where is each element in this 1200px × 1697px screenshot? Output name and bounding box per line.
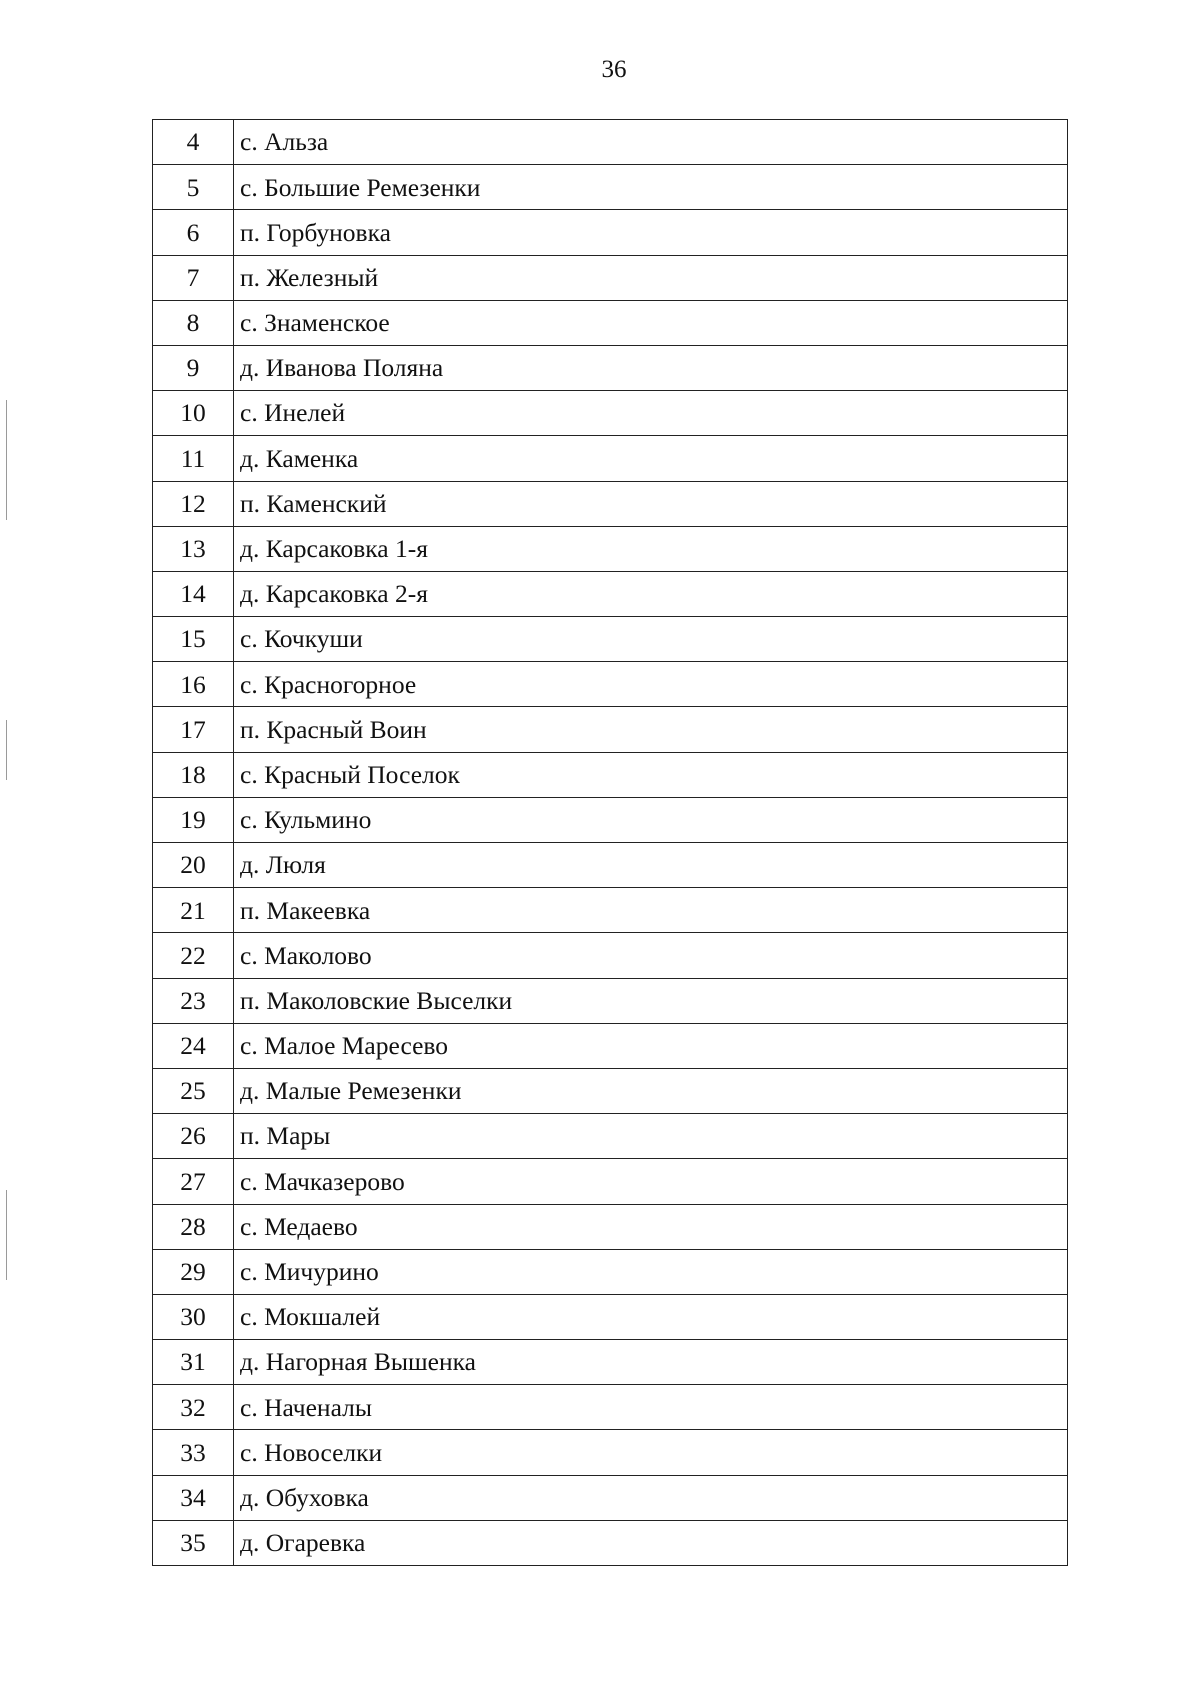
table-row xyxy=(153,978,1068,1023)
table-row xyxy=(153,662,1068,707)
settlement-name: д. Карсаковка 2-я xyxy=(234,571,1068,616)
settlements-table xyxy=(152,119,1068,1566)
settlement-name: д. Огаревка xyxy=(234,1520,1068,1565)
row-number: 14 xyxy=(153,571,234,616)
settlement-name: с. Кульмино xyxy=(234,797,1068,842)
table-row xyxy=(153,797,1068,842)
row-number: 6 xyxy=(153,210,234,255)
table-body xyxy=(153,120,1068,1566)
settlement-name: п. Маколовские Выселки xyxy=(234,978,1068,1023)
row-number: 10 xyxy=(153,391,234,436)
table-row xyxy=(153,1068,1068,1113)
settlement-name: д. Нагорная Вышенка xyxy=(234,1340,1068,1385)
settlement-name: с. Мичурино xyxy=(234,1249,1068,1294)
settlements-table-container xyxy=(152,119,1068,1566)
settlement-name: п. Макеевка xyxy=(234,888,1068,933)
row-number: 21 xyxy=(153,888,234,933)
row-number: 19 xyxy=(153,797,234,842)
row-number: 32 xyxy=(153,1385,234,1430)
settlement-name: п. Железный xyxy=(234,255,1068,300)
table-row xyxy=(153,1340,1068,1385)
settlement-name: с. Маколово xyxy=(234,933,1068,978)
settlement-name: с. Инелей xyxy=(234,391,1068,436)
settlement-name: с. Мачказерово xyxy=(234,1159,1068,1204)
row-number: 4 xyxy=(153,120,234,165)
row-number: 31 xyxy=(153,1340,234,1385)
row-number: 24 xyxy=(153,1023,234,1068)
settlement-name: с. Большие Ремезенки xyxy=(234,165,1068,210)
table-row xyxy=(153,165,1068,210)
row-number: 18 xyxy=(153,752,234,797)
table-row xyxy=(153,1249,1068,1294)
settlement-name: с. Красный Поселок xyxy=(234,752,1068,797)
row-number: 15 xyxy=(153,617,234,662)
table-row xyxy=(153,1520,1068,1565)
row-number: 8 xyxy=(153,300,234,345)
settlement-name: п. Каменский xyxy=(234,481,1068,526)
row-number: 12 xyxy=(153,481,234,526)
row-number: 35 xyxy=(153,1520,234,1565)
row-number: 22 xyxy=(153,933,234,978)
settlement-name: п. Мары xyxy=(234,1114,1068,1159)
settlement-name: п. Красный Воин xyxy=(234,707,1068,752)
row-number: 11 xyxy=(153,436,234,481)
table-row xyxy=(153,345,1068,390)
row-number: 34 xyxy=(153,1475,234,1520)
table-row xyxy=(153,933,1068,978)
scan-edge-mark xyxy=(6,720,7,780)
table-row xyxy=(153,571,1068,616)
table-row xyxy=(153,255,1068,300)
settlement-name: д. Иванова Поляна xyxy=(234,345,1068,390)
settlement-name: с. Кочкуши xyxy=(234,617,1068,662)
page-number: 36 xyxy=(601,56,627,83)
row-number: 33 xyxy=(153,1430,234,1475)
row-number: 25 xyxy=(153,1068,234,1113)
row-number: 13 xyxy=(153,526,234,571)
row-number: 23 xyxy=(153,978,234,1023)
table-row xyxy=(153,120,1068,165)
table-row xyxy=(153,843,1068,888)
row-number: 30 xyxy=(153,1294,234,1339)
table-row xyxy=(153,1159,1068,1204)
settlement-name: п. Горбуновка xyxy=(234,210,1068,255)
table-row xyxy=(153,300,1068,345)
scan-edge-mark xyxy=(6,400,7,520)
settlement-name: д. Карсаковка 1-я xyxy=(234,526,1068,571)
scan-edge-mark xyxy=(6,1190,7,1280)
table-row xyxy=(153,707,1068,752)
settlement-name: с. Малое Маресево xyxy=(234,1023,1068,1068)
table-row xyxy=(153,617,1068,662)
settlement-name: д. Обуховка xyxy=(234,1475,1068,1520)
settlement-name: д. Малые Ремезенки xyxy=(234,1068,1068,1113)
row-number: 17 xyxy=(153,707,234,752)
settlement-name: с. Альза xyxy=(234,120,1068,165)
table-row xyxy=(153,1294,1068,1339)
table-row xyxy=(153,526,1068,571)
table-row xyxy=(153,752,1068,797)
settlement-name: д. Каменка xyxy=(234,436,1068,481)
row-number: 20 xyxy=(153,843,234,888)
settlement-name: с. Мокшалей xyxy=(234,1294,1068,1339)
table-row xyxy=(153,391,1068,436)
row-number: 28 xyxy=(153,1204,234,1249)
table-row xyxy=(153,1385,1068,1430)
table-row xyxy=(153,436,1068,481)
settlement-name: д. Люля xyxy=(234,843,1068,888)
table-row xyxy=(153,210,1068,255)
table-row xyxy=(153,1114,1068,1159)
settlement-name: с. Новоселки xyxy=(234,1430,1068,1475)
table-row xyxy=(153,1475,1068,1520)
settlement-name: с. Красногорное xyxy=(234,662,1068,707)
settlement-name: с. Медаево xyxy=(234,1204,1068,1249)
settlement-name: с. Наченалы xyxy=(234,1385,1068,1430)
table-row xyxy=(153,1204,1068,1249)
row-number: 5 xyxy=(153,165,234,210)
table-row xyxy=(153,1023,1068,1068)
row-number: 9 xyxy=(153,345,234,390)
row-number: 26 xyxy=(153,1114,234,1159)
table-row xyxy=(153,888,1068,933)
row-number: 7 xyxy=(153,255,234,300)
row-number: 16 xyxy=(153,662,234,707)
row-number: 27 xyxy=(153,1159,234,1204)
settlement-name: с. Знаменское xyxy=(234,300,1068,345)
table-row xyxy=(153,481,1068,526)
table-row xyxy=(153,1430,1068,1475)
row-number: 29 xyxy=(153,1249,234,1294)
